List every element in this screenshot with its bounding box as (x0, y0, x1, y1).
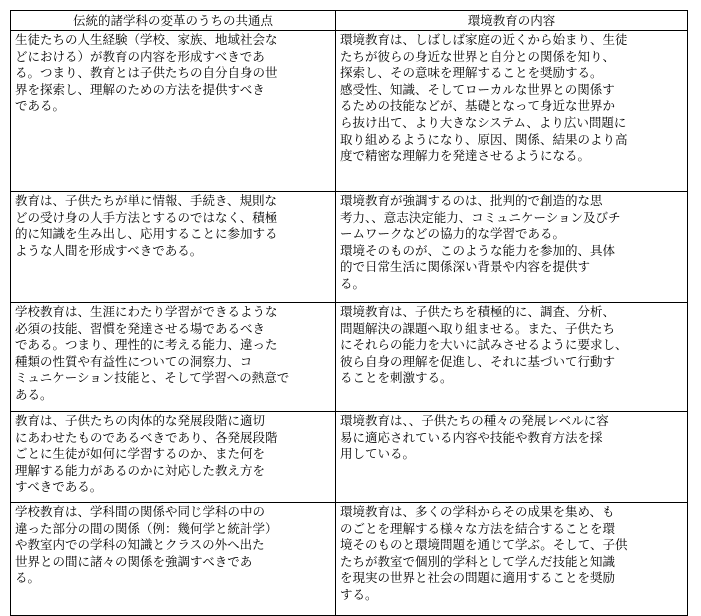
cell-environmental (336, 412, 688, 503)
cell-environmental (336, 503, 688, 616)
cell-environmental (336, 192, 688, 303)
cell-text: 教育は、子供たちの肉体的な発展段階に適切 にあわせたものであるべきであり、各発展段階 ごとに生徒が如何に学習するのか、また何を 理解する能力があるのかに対応した教え方を すべきである。 (15, 413, 278, 495)
table-row (11, 303, 688, 412)
cell-traditional (11, 192, 336, 303)
cell-text: 環境教育は、、子供たちの種々の発展レベルに容 易に適応されている内容や技能や教育方法を採 用している。 (340, 413, 609, 462)
table-row (11, 412, 688, 503)
table-row (11, 31, 688, 192)
header-traditional-disciplines: 伝統的諸学科の変革のうちの共通点 (11, 11, 336, 31)
cell-text: 生徒たちの人生経験（学校、家族、地域社会な どにおける）が教育の内容を形成すべきであ る。つまり、教育とは子供たちの自分自身の世 界を探索し、理解のための方法を提供すべき である。 (15, 32, 278, 114)
cell-environmental (336, 303, 688, 412)
cell-text: 教育は、子供たちが単に情報、手続き、規則な どの受け身の人手方法とするのではなく、積極 的に知識を生み出し、応用することに参加する ような人間を形成すべきである。 (15, 193, 278, 258)
table-row (11, 192, 688, 303)
cell-text: 環境教育は、多くの学科からその成果を集め、も のごとを理解する様々な方法を結合することを環 境そのものと環境問題を通じて学ぶ。そして、子供 たちが教室で個別的学科として学んだ技能と知識 を現実の世界と社会の問題に適用することを奨励 する。 (340, 504, 628, 602)
cell-text: 学校教育は、生涯にわたり学習ができるような 必須の技能、習慣を発達させる場であるべき である。つまり、理性的に考える能力、違った 種類の性質や有益性についての洞察力、コ ミュニケーション技能と、そして学習への熱意で ある。 (15, 304, 290, 402)
cell-text: 環境教育は、子供たちを積極的に、調査、分析、 問題解決の課題へ取り組ませる。また、子供たち にそれらの能力を大いに試みさせるように要求し、 彼ら自身の理解を促進し、それに基づいて行動す ることを刺激する。 (340, 304, 628, 386)
cell-traditional (11, 31, 336, 192)
comparison-table (10, 10, 688, 616)
cell-traditional (11, 503, 336, 616)
header-row (11, 11, 688, 31)
table-row (11, 503, 688, 616)
cell-traditional (11, 303, 336, 412)
cell-text: 学校教育は、学科間の関係や同じ学科の中の 違った部分の間の関係（例：幾何学と統計学） や教室内での学科の知識とクラスの外へ出た 世界との間に諸々の関係を強調すべきであ る。 (15, 504, 278, 586)
cell-traditional (11, 412, 336, 503)
header-environmental-education: 環境教育の内容 (336, 11, 688, 31)
cell-environmental (336, 31, 688, 192)
cell-text: 環境教育が強調するのは、批判的で創造的な思 考力、、意志決定能力、コミュニケーション及びチ ームワークなどの協力的な学習である。 環境そのものが、このような能力を参加的、具体 的で日常生活に関係深い背景や内容を提供す る。 (340, 193, 621, 291)
cell-text: 環境教育は、しばしば家庭の近くから始まり、生徒 たちが彼らの身近な世界と自分との関係を知り、 探索し、その意味を理解することを奨励する。 感受性、知識、そしてローカルな世界との関係す るための技能などが、基礎となって身近な世界か ら抜け出て、より大きなシステム、より広い問題に 取り組めるようになり、原因、関係、結果のより高 度で精密な理解力を発達させるようになる。 (340, 32, 628, 164)
